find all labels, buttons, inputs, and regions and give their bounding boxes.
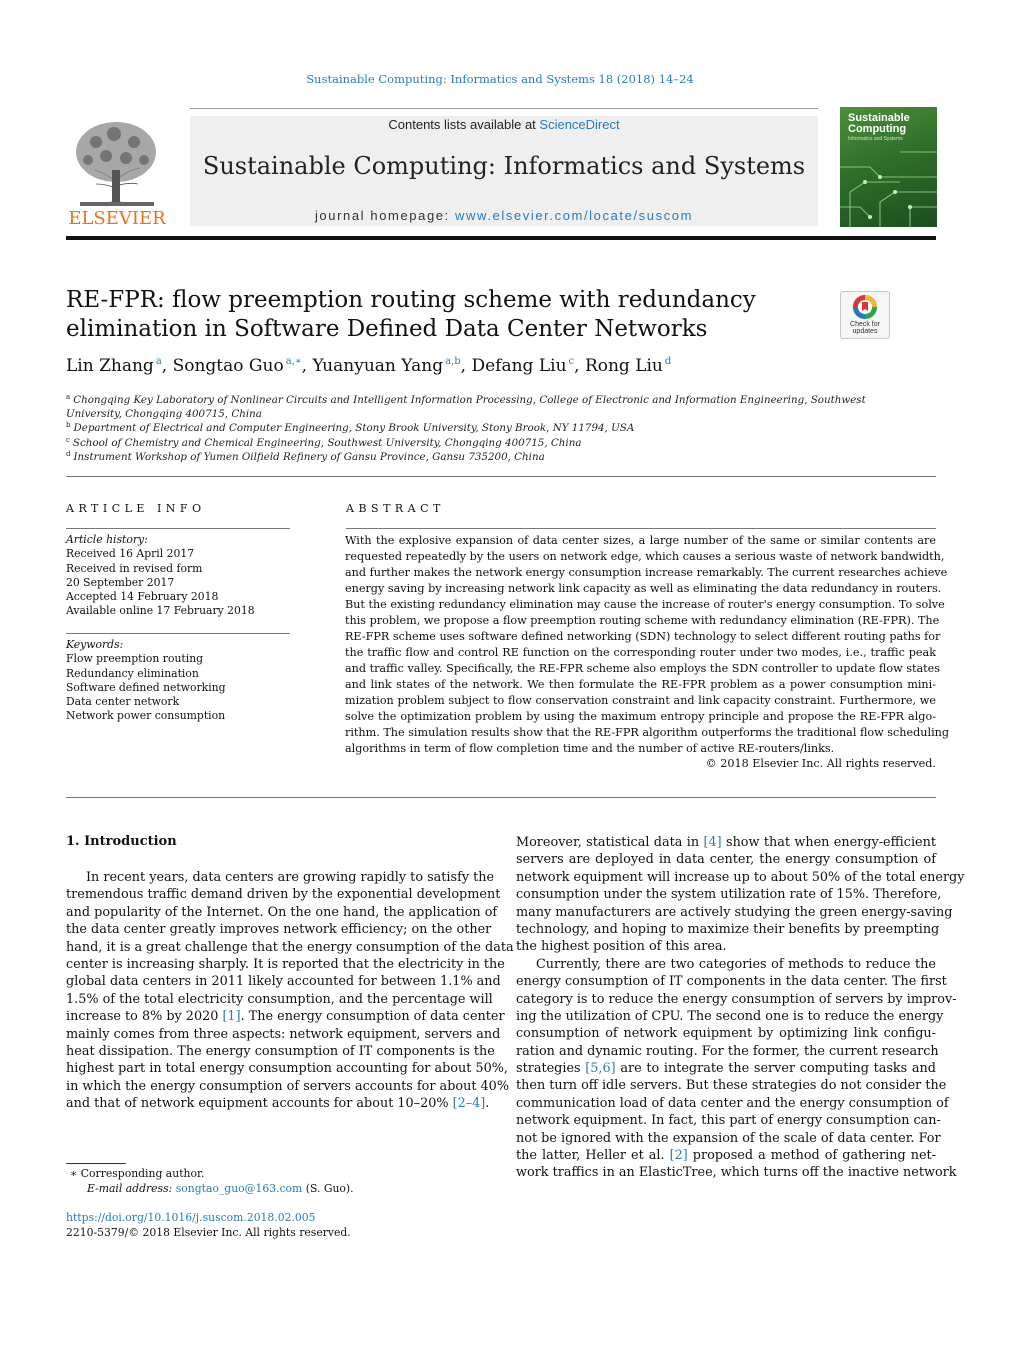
check-for-updates-icon	[852, 294, 878, 320]
body-line: tremendous traffic demand driven by the exponential development	[66, 887, 501, 903]
body-line: In recent years, data centers are growing rapidly to satisfy the	[86, 870, 495, 885]
abstract-line: But the existing redundancy elimination may cause the increase of router's energy consumption. To solve	[345, 598, 945, 611]
contents-prefix: Contents lists available at	[388, 117, 540, 132]
header-top-rule	[190, 108, 818, 109]
body-column-right	[516, 834, 965, 1182]
abstract-body	[345, 533, 950, 757]
abstract-line: mization problem subject to flow conservation constraint and link capacity constraint. Furthermore, we	[345, 694, 936, 707]
affiliation-mark: b	[66, 421, 71, 429]
body-line: ration and dynamic routing. For the former, the current research	[516, 1043, 939, 1059]
abstract-line: solve the optimization problem by using the maximum entropy principle and propose the RE-FPR algo-	[345, 710, 936, 723]
affiliation-text: Chongqing Key Laboratory of Nonlinear Circuits and Intelligent Information Processing, College of Electronic and Information Engineering, Southwest	[73, 394, 866, 406]
section-heading-introduction: 1. Introduction	[66, 834, 177, 849]
body-line-with-ref	[516, 1147, 936, 1164]
issn-copyright: 2210-5379/© 2018 Elsevier Inc. All rights reserved.	[66, 1225, 351, 1239]
keyword-item: Software defined networking	[66, 680, 226, 694]
check-for-updates-badge[interactable]	[840, 291, 890, 339]
history-item: Accepted 14 February 2018	[66, 590, 219, 604]
abstract-line: rithm. The simulation results show that the RE-FPR algorithm outperforms the traditional flow scheduling	[345, 726, 950, 739]
journal-cover-thumbnail[interactable]	[840, 107, 937, 227]
header-thick-rule	[66, 236, 936, 240]
history-item: Received in revised form	[66, 561, 203, 575]
body-line: not be ignored with the expansion of the scale of data center. For	[516, 1130, 941, 1146]
keyword-item: Network power consumption	[66, 709, 226, 723]
doi-block	[66, 1211, 486, 1240]
body-line: then turn off idle servers. But these strategies do not consider the	[516, 1078, 947, 1094]
abstract-line: energy saving by increasing network link capacity as well as eliminating the data redundancy in routers.	[345, 582, 942, 595]
affiliation-divider	[66, 476, 936, 477]
homepage-link[interactable]: www.elsevier.com/locate/suscom	[455, 208, 694, 223]
abstract-line: and further makes the network energy consumption increase remarkably. The current researches achieve	[345, 566, 948, 579]
author-affil-mark[interactable]: c	[568, 356, 575, 367]
corresponding-author-footnote	[66, 1167, 486, 1196]
affiliation-mark: a	[66, 393, 71, 401]
body-line: global data centers in 2011 likely accounted for between 1.1% and	[66, 974, 501, 990]
body-line: heat dissipation. The energy consumption of IT components is the	[66, 1043, 495, 1059]
journal-reference[interactable]: Sustainable Computing: Informatics and Systems 18 (2018) 14–24	[306, 72, 694, 86]
keywords-label: Keywords:	[66, 638, 124, 651]
body-line: hand, it is a great challenge that the energy consumption of the data	[66, 939, 514, 955]
citation-link[interactable]: [1]	[222, 1009, 241, 1025]
article-info-heading: ARTICLE INFO	[66, 502, 206, 515]
body-line: servers are deployed in data center, the energy consumption of	[516, 852, 936, 868]
body-line: center is increasing sharply. It is reported that the electricity in the	[66, 956, 505, 972]
body-text: and that of network equipment accounts for about 10–20%	[66, 1096, 453, 1112]
author-affil-mark[interactable]: a,b	[445, 356, 461, 367]
body-line-with-ref	[66, 1008, 505, 1025]
author-affil-mark[interactable]: a	[155, 356, 162, 367]
email-label: E-mail address:	[87, 1181, 176, 1195]
author-name[interactable]: Songtao Guo	[172, 356, 284, 376]
affiliation-text: Instrument Workshop of Yumen Oilfield Refinery of Gansu Province, Gansu 735200, China	[73, 451, 545, 463]
journal-title: Sustainable Computing: Informatics and Systems	[202, 152, 806, 180]
author-name[interactable]: Lin Zhang	[66, 356, 154, 376]
affiliation-mark: d	[66, 450, 71, 458]
body-line: energy consumption of IT components in the data center. The first	[516, 974, 947, 990]
body-text: .	[485, 1096, 490, 1112]
body-line: 1.5% of the total electricity consumption, and the percentage will	[66, 991, 493, 1007]
body-line: communication load of data center and the energy consumption of	[516, 1095, 949, 1111]
body-line: highest part in total energy consumption accounting for about 50%,	[66, 1061, 508, 1077]
body-line-with-ref	[516, 834, 936, 851]
abstract-rule	[346, 528, 936, 529]
keyword-item: Flow preemption routing	[66, 652, 204, 666]
abstract-line: With the explosive expansion of data center sizes, a large number of the same or similar contents are	[345, 534, 936, 547]
affiliation-text: Department of Electrical and Computer Engineering, Stony Brook University, Stony Brook, NY 11794, USA	[73, 422, 635, 434]
abstract-divider	[66, 797, 936, 798]
author-list: Lin Zhang $^a$, Songtao Guo $^{a,∗}$, Yuanyuan Yang $^{a,b}$, Defang Liu $^c$, Rong Liu $^d$	[66, 356, 672, 376]
body-text: proposed a method of gathering net-	[687, 1148, 936, 1164]
article-info-rule	[66, 528, 290, 529]
author-email-link[interactable]: songtao_guo@163.com	[175, 1181, 303, 1195]
sciencedirect-link[interactable]: ScienceDirect	[539, 117, 620, 132]
footnote-rule	[66, 1163, 126, 1164]
body-line: the highest position of this area.	[516, 939, 727, 955]
body-line: Currently, there are two categories of methods to reduce the	[536, 956, 936, 972]
contents-availability	[190, 117, 818, 132]
elsevier-wordmark: ELSEVIER	[68, 208, 166, 228]
body-line: ing the utilization of CPU. The second one is to reduce the energy	[516, 1008, 944, 1024]
author-name[interactable]: Yuanyuan Yang	[312, 356, 444, 376]
author-name[interactable]: Defang Liu	[471, 356, 567, 376]
abstract-line: and traffic valley. Specifically, the RE-FPR scheme also employs the SDN controller to update flow states	[345, 662, 940, 675]
citation-link[interactable]: [4]	[703, 835, 722, 850]
check-for-updates-label: Check for updates	[850, 321, 880, 335]
elsevier-tree-logo[interactable]	[66, 112, 168, 228]
body-line: mainly comes from three aspects: network equipment, servers and	[66, 1026, 501, 1042]
abstract-line: and link states of the network. We then formulate the RE-FPR problem as a power consumption mini-	[345, 678, 936, 691]
citation-link[interactable]: [2–4]	[452, 1096, 486, 1112]
paper-title: RE-FPR: flow preemption routing scheme with redundancy elimination in Software Defined Data Center Networks	[66, 287, 756, 342]
keyword-item: Redundancy elimination	[66, 666, 199, 680]
history-item: Received 16 April 2017	[66, 547, 195, 561]
abstract-heading: ABSTRACT	[346, 502, 445, 515]
cover-title: Sustainable Computing	[848, 112, 910, 135]
history-label: Article history:	[66, 533, 148, 546]
body-line: in which the energy consumption of servers accounts for about 40%	[66, 1078, 509, 1094]
email-suffix: (S. Guo).	[302, 1181, 354, 1195]
abstract-line: RE-FPR scheme uses software defined networking (SDN) technology to select different routing paths for	[345, 630, 941, 643]
body-line: network equipment will increase up to about 50% of the total energy	[516, 869, 965, 885]
history-item: Available online 17 February 2018	[66, 604, 255, 618]
body-line: work traffics in an ElasticTree, which turns off the inactive network	[516, 1165, 957, 1181]
body-text: increase to 8% by 2020	[66, 1009, 223, 1025]
citation-link[interactable]: [2]	[669, 1148, 688, 1164]
body-line-with-ref	[516, 1060, 936, 1077]
affiliation-mark: c	[66, 436, 70, 444]
body-column-left	[66, 869, 514, 1112]
body-text: strategies	[516, 1061, 586, 1077]
keywords	[66, 638, 290, 724]
affiliation-text: University, Chongqing 400715, China	[66, 408, 262, 420]
body-line: consumption of network equipment by optimizing link configu-	[516, 1026, 936, 1042]
affiliation	[66, 390, 926, 421]
body-line: and popularity of the Internet. On the one hand, the application of	[66, 904, 498, 920]
author-name[interactable]: Rong Liu	[584, 356, 663, 376]
keyword-item: Data center network	[66, 695, 180, 709]
article-history	[66, 533, 290, 619]
affiliation-text: School of Chemistry and Chemical Engineering, Southwest University, Chongqing 400715, China	[72, 437, 582, 449]
corresponding-author-label: ∗ Corresponding author.	[70, 1167, 205, 1180]
body-line: the data center greatly improves network efficiency; on the other	[66, 922, 492, 938]
body-text: . The energy consumption of data center	[240, 1009, 505, 1025]
doi-link[interactable]: https://doi.org/10.1016/j.suscom.2018.02.005	[66, 1211, 316, 1224]
body-text: Moreover, statistical data in	[516, 835, 704, 850]
author-affil-mark[interactable]: d	[664, 356, 672, 367]
abstract-copyright: © 2018 Elsevier Inc. All rights reserved.	[705, 757, 936, 770]
body-line: category is to reduce the energy consumption of servers by improv-	[516, 991, 957, 1007]
body-line-with-ref	[66, 1095, 490, 1112]
journal-homepage	[190, 208, 818, 223]
body-text: the latter, Heller et al.	[516, 1148, 670, 1164]
history-item: 20 September 2017	[66, 575, 175, 589]
body-text: are to integrate the server computing tasks and	[615, 1061, 936, 1077]
body-line: network equipment. In fact, this part of energy consumption can-	[516, 1113, 941, 1129]
citation-link[interactable]: [5,6]	[585, 1061, 616, 1077]
cover-subtitle: Informatics and Systems	[848, 136, 903, 142]
abstract-line: this problem, we propose a flow preemption routing scheme with redundancy elimination (RE-FPR). The	[345, 614, 940, 627]
affiliation	[66, 447, 926, 464]
keywords-rule	[66, 633, 290, 634]
body-line: technology, and hoping to maximize their benefits by preempting	[516, 921, 940, 937]
body-line: consumption under the system utilization rate of 15%. Therefore,	[516, 887, 942, 903]
author-affil-mark[interactable]: a,∗	[285, 356, 302, 367]
homepage-prefix: journal homepage:	[314, 208, 456, 223]
body-text: show that when energy-efficient	[721, 835, 936, 850]
abstract-line: algorithms in term of flow completion time and the number of active RE-routers/links.	[345, 742, 835, 755]
abstract-line: the traffic flow and control RE function on the corresponding router under two modes, i.e., traffic peak	[345, 646, 936, 659]
body-line: many manufacturers are actively studying the green energy-saving	[516, 904, 953, 920]
abstract-line: requested repeatedly by the users on network edge, which causes a serious waste of network bandwidth,	[345, 550, 945, 563]
